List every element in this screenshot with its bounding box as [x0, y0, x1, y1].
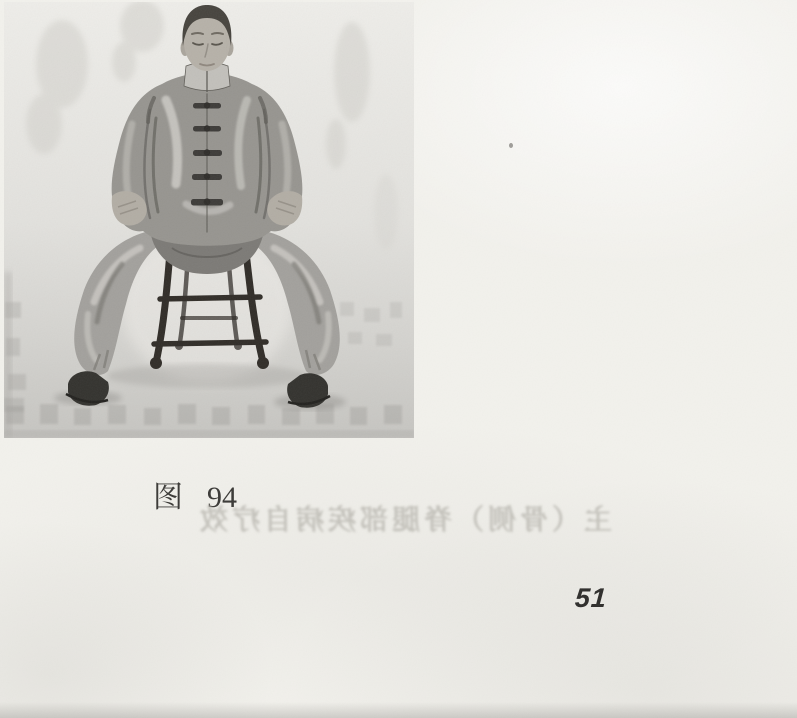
- photo-illustration: [4, 2, 414, 438]
- scan-bottom-edge: [0, 702, 797, 718]
- figure-caption-label: 图: [153, 481, 183, 514]
- ink-speck: [509, 143, 513, 148]
- page-number: 51: [573, 583, 609, 613]
- photo-grain: [4, 2, 414, 438]
- figure-caption-number: 94: [207, 481, 237, 514]
- figure-photo: [4, 2, 414, 438]
- bleedthrough-text: 主（骨侧）脊腿部疾病自疗效: [195, 505, 612, 536]
